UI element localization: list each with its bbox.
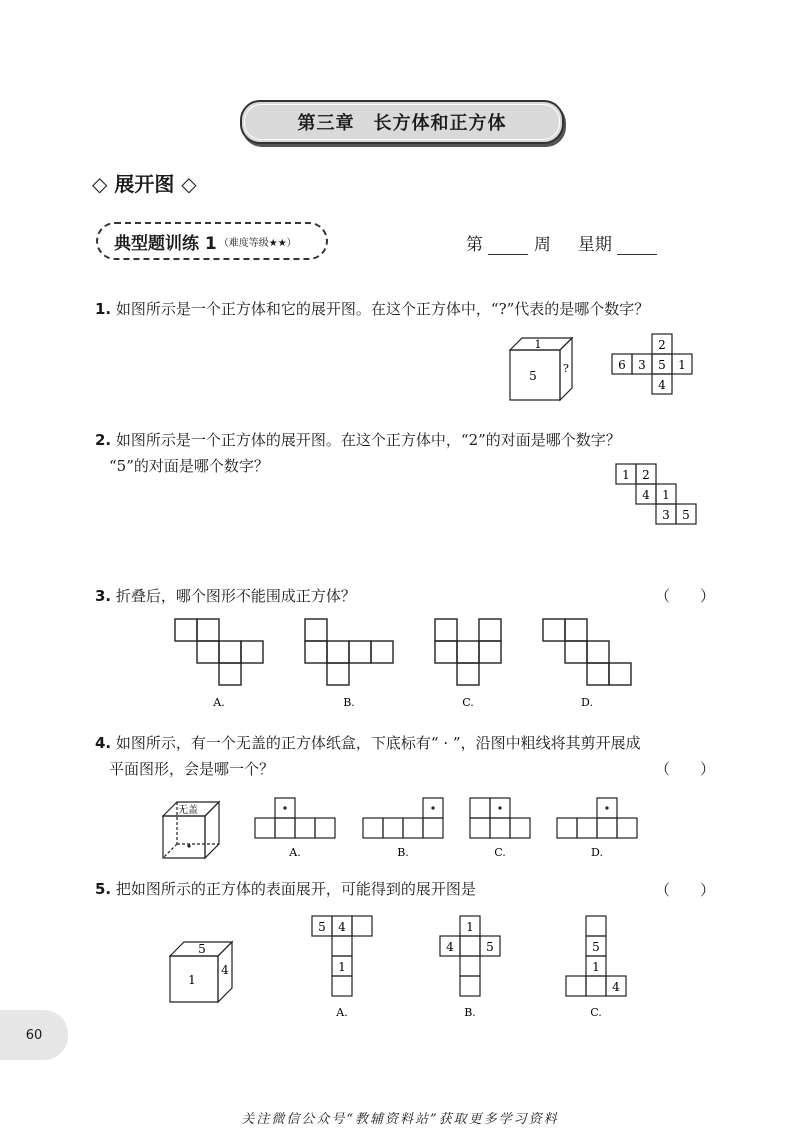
q2-net-cell: 1 — [622, 468, 630, 482]
chapter-title: 第三章 长方体和正方体 — [297, 113, 507, 134]
footer-note: 关注微信公众号“教辅资料站”获取更多学习资料 — [241, 1112, 559, 1127]
question-4 — [95, 730, 641, 782]
q5-b-cell: 4 — [446, 940, 454, 954]
q5-b-cell: 1 — [466, 920, 474, 934]
q5-a-cell: 1 — [338, 960, 346, 974]
q1-cube-side: ? — [563, 362, 569, 375]
q5-cube-side: 4 — [221, 963, 229, 977]
q1-net-2: 2 — [658, 338, 666, 352]
q1-cube-top: 1 — [534, 338, 542, 351]
practice-difficulty: （难度等级★★） — [218, 237, 297, 249]
q4-box-label: 无盖 — [178, 805, 198, 816]
q3-text: 折叠后，哪个图形不能围成正方体？ — [115, 587, 356, 605]
q5-c-cell: 1 — [592, 960, 600, 974]
q3-label-c: C. — [462, 696, 474, 709]
q4-label-d: D. — [591, 846, 603, 859]
question-1 — [95, 296, 649, 322]
q1-text: 如图所示是一个正方体和它的展开图。在这个正方体中，“?”代表的是哪个数字？ — [115, 300, 650, 318]
section-title: ◇ 展开图 ◇ — [92, 172, 197, 196]
q3-option-d-net — [543, 619, 631, 685]
q2-net-cell: 3 — [662, 508, 670, 522]
q1-figure — [500, 330, 720, 410]
question-2 — [95, 427, 621, 479]
week-di: 第 — [466, 235, 483, 255]
q1-net-3: 3 — [638, 358, 646, 372]
q3-number: 3. — [95, 587, 112, 605]
q5-text: 把如图所示的正方体的表面展开，可能得到的展开图是 — [115, 880, 476, 898]
q2-net-cell: 1 — [662, 488, 670, 502]
q4-option-c-net — [470, 798, 530, 838]
q4-text-line1: 如图所示，有一个无盖的正方体纸盒，下底标有“ · ”，沿图中粗线将其剪开展成 — [115, 734, 641, 752]
q5-a-cell: 4 — [338, 920, 346, 934]
q3-option-c-net — [435, 619, 501, 685]
q4-figures — [155, 794, 645, 864]
page-number: 60 — [0, 1010, 68, 1060]
week-blank[interactable] — [488, 238, 528, 255]
q2-number: 2. — [95, 431, 112, 449]
q5-c-cell: 4 — [612, 980, 620, 994]
practice-title: 典型题训练 1 — [114, 233, 217, 254]
q5-figures — [160, 910, 640, 1025]
weekday-blank[interactable] — [617, 238, 657, 255]
q1-cube-front: 5 — [529, 369, 537, 383]
q3-option-a-net — [175, 619, 263, 685]
weekday-label: 星期 — [577, 235, 612, 255]
chapter-banner — [240, 100, 564, 144]
question-3 — [95, 583, 356, 609]
q5-label-a: A. — [336, 1006, 348, 1019]
q3-figures — [170, 614, 640, 714]
q1-net-4: 4 — [658, 378, 666, 392]
q1-net-6: 6 — [618, 358, 626, 372]
q4-option-d-net — [557, 798, 637, 838]
week-line — [466, 230, 657, 255]
q4-label-b: B. — [397, 846, 409, 859]
q4-option-b-net — [363, 798, 443, 838]
q5-c-cell: 5 — [592, 940, 600, 954]
q4-text-line2: 平面图形，会是哪一个？ — [109, 760, 275, 778]
q3-option-b-net — [305, 619, 393, 685]
q1-net-5: 5 — [658, 358, 666, 372]
q4-label-a: A. — [289, 846, 301, 859]
q5-b-cell: 5 — [486, 940, 494, 954]
practice-badge — [96, 222, 328, 260]
q5-label-b: B. — [464, 1006, 476, 1019]
q5-cube-front: 1 — [188, 973, 196, 987]
q4-option-a-net — [255, 798, 335, 838]
q4-number: 4. — [95, 734, 112, 752]
q1-number: 1. — [95, 300, 112, 318]
q3-answer-paren[interactable]: （ ） — [655, 587, 716, 605]
week-zhou: 周 — [533, 235, 551, 255]
q2-net-cell: 5 — [682, 508, 690, 522]
q3-label-b: B. — [343, 696, 355, 709]
q2-net-cell: 2 — [642, 468, 650, 482]
q4-answer-paren[interactable]: （ ） — [655, 760, 716, 778]
q2-net-cell: 4 — [642, 488, 650, 502]
q1-net-1: 1 — [678, 358, 686, 372]
q3-label-d: D. — [581, 696, 593, 709]
q3-label-a: A. — [213, 696, 225, 709]
q5-answer-paren[interactable]: （ ） — [655, 881, 716, 899]
q4-label-c: C. — [494, 846, 506, 859]
question-5 — [95, 876, 476, 902]
q2-net — [612, 460, 722, 532]
q5-number: 5. — [95, 880, 112, 898]
q2-text-line2: “5”的对面是哪个数字？ — [109, 457, 269, 475]
q5-cube-top: 5 — [198, 942, 206, 956]
q5-a-cell: 5 — [318, 920, 326, 934]
q2-text-line1: 如图所示是一个正方体的展开图。在这个正方体中，“2”的对面是哪个数字？ — [115, 431, 621, 449]
q5-label-c: C. — [590, 1006, 602, 1019]
